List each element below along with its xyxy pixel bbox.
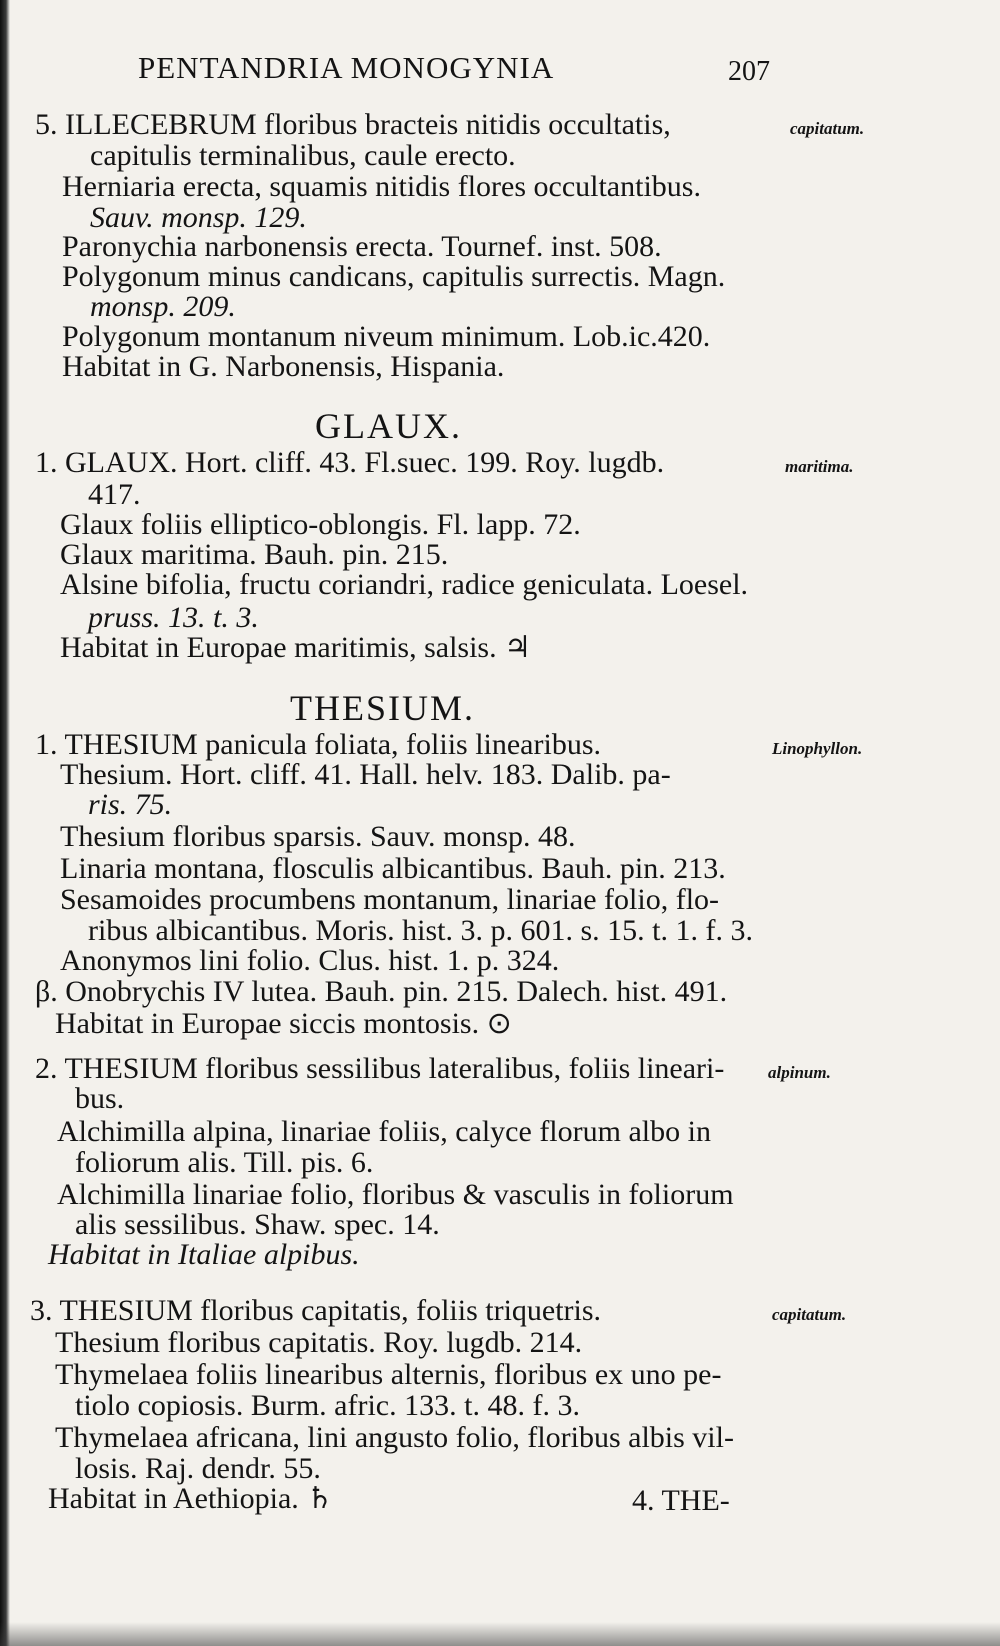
illecebrum-line-6: Polygonum minus candicans, capitulis surrectis. Magn. — [62, 260, 726, 293]
page-number: 207 — [728, 56, 770, 87]
glaux-line-1: 1. GLAUX. Hort. cliff. 43. Fl.suec. 199. Roy. lugdb. — [35, 446, 665, 479]
glaux-line-6: pruss. 13. t. 3. — [88, 601, 259, 634]
thesium-1-habitat: Habitat in Europae siccis montosis. ⊙ — [55, 1007, 512, 1040]
running-header-title: PENTANDRIA MONOGYNIA — [138, 50, 555, 85]
glaux-line-3: Glaux foliis elliptico-oblongis. Fl. lapp. 72. — [60, 508, 581, 541]
illecebrum-line-4: Sauv. monsp. 129. — [90, 201, 307, 234]
genus-title-glaux: GLAUX. — [315, 406, 462, 446]
margin-species-name: maritima. — [785, 457, 854, 476]
margin-species-name: Linophyllon. — [772, 739, 863, 758]
thesium-1-line-3: ris. 75. — [88, 788, 173, 821]
catchword: 4. THE- — [632, 1484, 730, 1517]
thesium-3-line-5: Thymelaea africana, lini angusto folio, floribus albis vil- — [55, 1421, 734, 1454]
illecebrum-line-8: Polygonum montanum niveum minimum. Lob.ic.420. — [62, 320, 711, 353]
glaux-line-2: 417. — [88, 478, 141, 511]
thesium-3-line-1: 3. THESIUM floribus capitatis, foliis triquetris. — [30, 1294, 602, 1327]
glaux-line-5: Alsine bifolia, fructu coriandri, radice geniculata. Loesel. — [60, 568, 749, 601]
illecebrum-line-1: 5. ILLECEBRUM floribus bracteis nitidis occultatis, — [35, 108, 671, 141]
thesium-2-line-3: Alchimilla alpina, linariae foliis, calyce florum albo in — [57, 1115, 711, 1148]
thesium-1-line-5: Linaria montana, flosculis albicantibus. Bauh. pin. 213. — [60, 852, 726, 885]
illecebrum-line-5: Paronychia narbonensis erecta. Tournef. inst. 508. — [62, 230, 662, 263]
thesium-1-line-9: β. Onobrychis IV lutea. Bauh. pin. 215. Dalech. hist. 491. — [35, 975, 728, 1008]
page-binding-edge — [0, 0, 10, 1646]
thesium-3-line-2: Thesium floribus capitatis. Roy. lugdb. 214. — [55, 1326, 583, 1359]
thesium-2-line-1: 2. THESIUM floribus sessilibus lateralibus, foliis lineari- — [35, 1052, 725, 1085]
glaux-line-4: Glaux maritima. Bauh. pin. 215. — [60, 538, 449, 571]
thesium-1-line-8: Anonymos lini folio. Clus. hist. 1. p. 324. — [60, 944, 560, 977]
thesium-3-line-6: losis. Raj. dendr. 55. — [75, 1452, 321, 1485]
thesium-1-line-1: 1. THESIUM panicula foliata, foliis linearibus. — [35, 728, 602, 761]
page-bottom-edge — [0, 1622, 1000, 1646]
thesium-1-line-7: ribus albicantibus. Moris. hist. 3. p. 601. s. 15. t. 1. f. 3. — [88, 914, 753, 947]
illecebrum-line-7: monsp. 209. — [90, 290, 236, 323]
margin-species-name: alpinum. — [768, 1063, 831, 1082]
margin-species-name: capitatum. — [772, 1305, 847, 1324]
thesium-2-line-6: alis sessilibus. Shaw. spec. 14. — [75, 1208, 440, 1241]
thesium-3-habitat: Habitat in Aethiopia. ♄ — [48, 1482, 334, 1515]
illecebrum-line-2: capitulis terminalibus, caule erecto. — [90, 139, 516, 172]
thesium-3-line-4: tiolo copiosis. Burm. afric. 133. t. 48. f. 3. — [75, 1389, 580, 1422]
illecebrum-habitat: Habitat in G. Narbonensis, Hispania. — [62, 350, 505, 383]
margin-species-name: capitatum. — [790, 119, 865, 138]
thesium-1-line-4: Thesium floribus sparsis. Sauv. monsp. 48. — [60, 820, 576, 853]
thesium-2-line-4: foliorum alis. Till. pis. 6. — [75, 1146, 374, 1179]
illecebrum-line-3: Herniaria erecta, squamis nitidis flores occultantibus. — [62, 170, 701, 203]
genus-title-thesium: THESIUM. — [290, 688, 475, 728]
thesium-2-line-2: bus. — [75, 1082, 125, 1115]
thesium-2-line-5: Alchimilla linariae folio, floribus & vasculis in foliorum — [57, 1178, 734, 1211]
thesium-1-line-6: Sesamoides procumbens montanum, linariae folio, flo- — [60, 883, 720, 916]
thesium-2-habitat: Habitat in Italiae alpibus. — [48, 1238, 360, 1271]
glaux-habitat: Habitat in Europae maritimis, salsis. ♃ — [60, 631, 531, 664]
thesium-3-line-3: Thymelaea foliis linearibus alternis, floribus ex uno pe- — [55, 1358, 722, 1391]
thesium-1-line-2: Thesium. Hort. cliff. 41. Hall. helv. 183. Dalib. pa- — [60, 758, 671, 791]
